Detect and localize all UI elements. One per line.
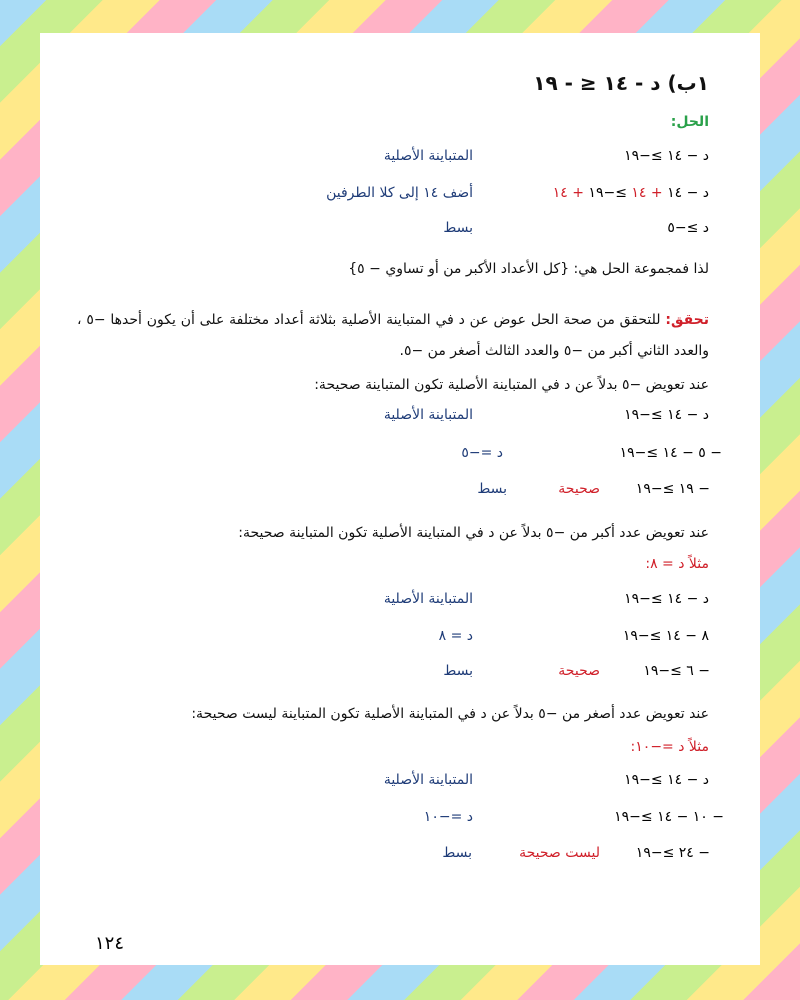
case2-intro: عند تعويض عدد أكبر من −٥ بدلاً عن د في المتباينة الأصلية تكون المتباينة صحيحة: — [238, 525, 709, 541]
case1-intro: عند تعويض −٥ بدلاً عن د في المتباينة الأصلية تكون المتباينة صحيحة: — [314, 377, 709, 393]
case2-row1-expr: د − ١٤ ≥−١٩ — [624, 591, 709, 607]
case3-row1-note: المتباينة الأصلية — [383, 772, 473, 788]
check-paragraph — [77, 305, 709, 367]
step-1-expr: د − ١٤ ≥−١٩ — [624, 148, 709, 164]
case2-row3-expr: − ٦ ≥−١٩ — [643, 663, 710, 679]
step-2-expr-part: ≥−١٩ — [583, 185, 632, 201]
case1-row2-expr: − ٥ − ١٤ ≥−١٩ — [619, 445, 722, 461]
case3-example: مثلاً د =−١٠: — [630, 739, 709, 755]
case3-row3-verdict: ليست صحيحة — [519, 845, 600, 861]
case2-row2-note: د = ٨ — [438, 628, 473, 644]
case1-row1-note: المتباينة الأصلية — [383, 407, 473, 423]
step-2-added-term: + ١٤ — [631, 185, 663, 201]
step-3-expr: د ≥−٥ — [667, 220, 709, 236]
page-sheet — [40, 33, 760, 965]
case2-row3-verdict: صحيحة — [558, 663, 600, 679]
step-2-expr-part: د − ١٤ — [662, 185, 709, 201]
page-number: ١٢٤ — [95, 933, 125, 954]
exercise-title: ١ب) د - ١٤ ≤ - ١٩ — [533, 71, 709, 95]
solution-label: الحل: — [670, 114, 709, 130]
case3-row2-expr: − ١٠ − ١٤ ≥−١٩ — [614, 809, 724, 825]
case3-intro: عند تعويض عدد أصغر من −٥ بدلاً عن د في المتباينة الأصلية تكون المتباينة ليست صحيحة: — [191, 706, 709, 722]
check-text: للتحقق من صحة الحل عوض عن د في المتباينة الأصلية بثلاثة أعداد مختلفة على أن يكون أحدها −٥ ، والعدد الثاني أكبر من −٥ والعدد الثالث أصغر من −٥. — [77, 312, 709, 359]
check-label: تحقق: — [665, 312, 709, 328]
case1-row2-note: د =−٥ — [461, 445, 503, 461]
case2-row1-note: المتباينة الأصلية — [383, 591, 473, 607]
case3-row3-expr: − ٢٤ ≥−١٩ — [635, 845, 710, 861]
case2-row3-note: بسط — [443, 663, 473, 679]
case1-row3-expr: − ١٩ ≥−١٩ — [635, 481, 710, 497]
step-3-note: بسط — [443, 220, 473, 236]
step-2-note: أضف ١٤ إلى كلا الطرفين — [326, 185, 473, 201]
case2-example: مثلاً د = ٨: — [645, 556, 709, 572]
solution-set: لذا فمجموعة الحل هي: {كل الأعداد الأكبر من أو تساوي − ٥} — [348, 261, 709, 277]
step-1-note: المتباينة الأصلية — [383, 148, 473, 164]
step-2-expr — [553, 185, 709, 201]
case3-row3-note: بسط — [442, 845, 472, 861]
case3-row1-expr: د − ١٤ ≥−١٩ — [624, 772, 709, 788]
case1-row3-note: بسط — [477, 481, 507, 497]
case2-row2-expr: ٨ − ١٤ ≥−١٩ — [622, 628, 709, 644]
case3-row2-note: د =−١٠ — [423, 809, 473, 825]
case1-row1-expr: د − ١٤ ≥−١٩ — [624, 407, 709, 423]
step-2-added-term: + ١٤ — [552, 185, 584, 201]
case1-row3-verdict: صحيحة — [558, 481, 600, 497]
